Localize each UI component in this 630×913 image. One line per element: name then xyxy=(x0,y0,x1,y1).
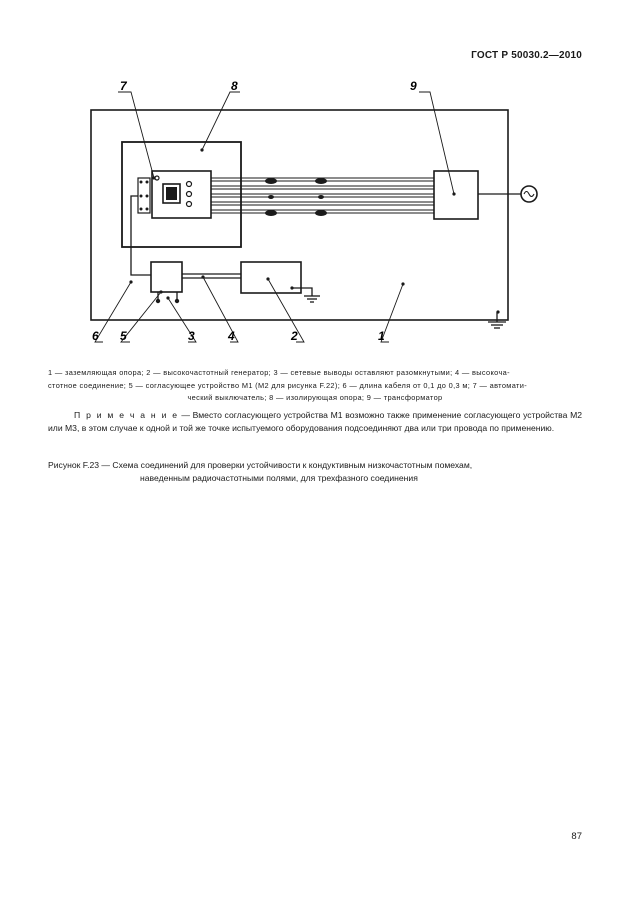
label-5: 5 xyxy=(120,329,127,343)
transformer xyxy=(434,171,478,219)
leader-lines xyxy=(95,92,454,342)
caption-line: наведенным радиочастотными полями, для трехфазного соединения xyxy=(140,472,418,483)
coupling-device xyxy=(151,262,182,292)
figure-caption xyxy=(48,459,582,484)
note-title: П р и м е ч а н и е xyxy=(74,410,179,420)
generator-ground-lead xyxy=(292,288,312,296)
terminal-dots xyxy=(140,181,149,211)
label-1: 1 xyxy=(378,329,385,343)
page-number: 87 xyxy=(571,831,582,842)
label-4: 4 xyxy=(228,329,235,343)
label-8: 8 xyxy=(231,79,238,93)
legend-line: ческий выключатель; 8 — изолирующая опора; 9 — трансформатор xyxy=(187,393,443,402)
label-9: 9 xyxy=(410,79,417,93)
legend-line: 1 — заземляющая опора; 2 — высокочастотный генератор; 3 — сетевые выводы оставляют разомкнутыми; 4 — высокоча- xyxy=(48,368,510,377)
label-6: 6 xyxy=(92,329,99,343)
document-code: ГОСТ Р 50030.2—2010 xyxy=(471,50,582,61)
circuit-breaker xyxy=(152,171,211,218)
legend-line: стотное соединение; 5 — согласующее устройство М1 (М2 для рисунка F.22); 6 — длина кабеля от 0,1 до 0,3 м; 7 — автомати- xyxy=(48,380,528,390)
label-7: 7 xyxy=(120,79,127,93)
figure-legend xyxy=(48,367,582,405)
note-paragraph xyxy=(48,409,582,434)
caption-line: Рисунок F.23 — Схема соединений для проверки устойчивости к кондуктивным низкочастотным помехам, xyxy=(48,460,473,470)
label-3: 3 xyxy=(188,329,195,343)
connection-diagram xyxy=(0,0,630,360)
note-text: — Вместо согласующего устройства М1 возможно также применение согласующего устройства М2 или М3, в этом случае к одной и той же точке испытуемого оборудования подсоединяют два или три провода по применению. xyxy=(48,410,583,433)
label-2: 2 xyxy=(291,329,298,343)
